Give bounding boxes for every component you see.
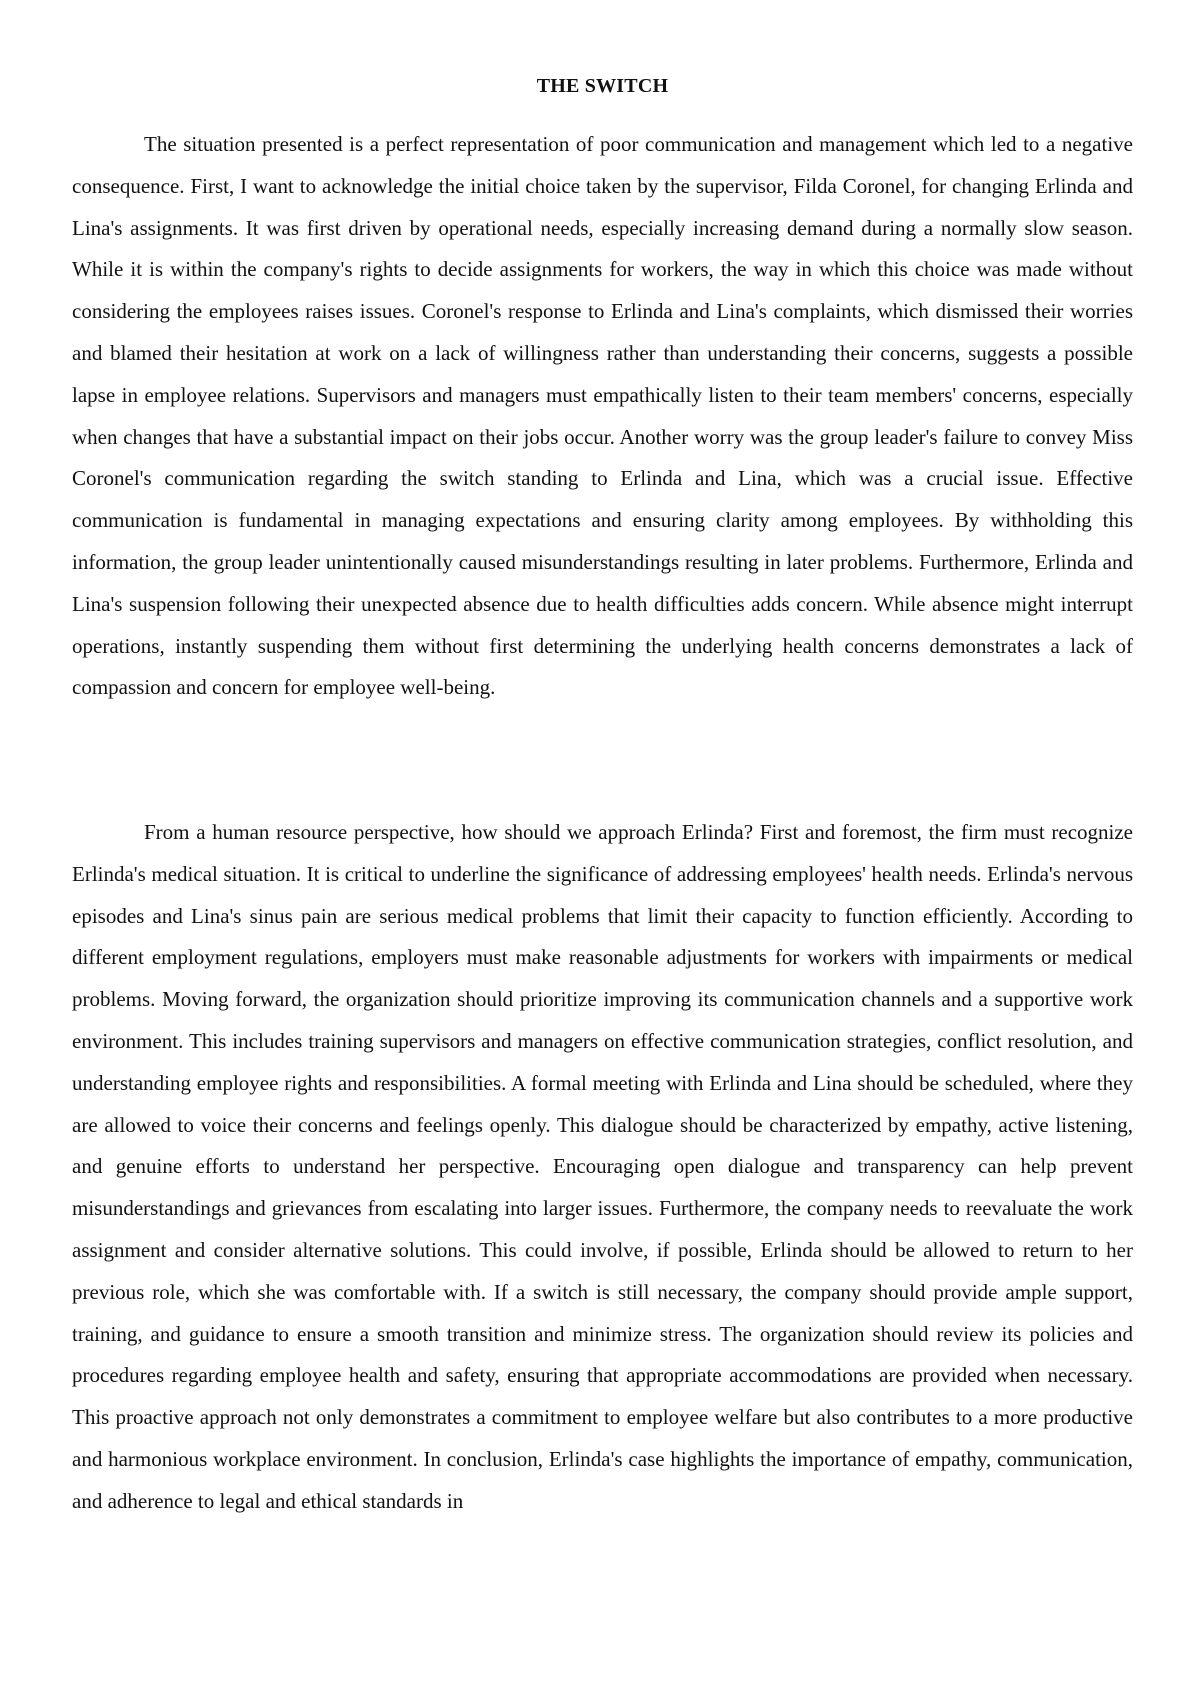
- document-title: THE SWITCH: [536, 75, 669, 97]
- body-paragraph-1: The situation presented is a perfect representation of poor communication and management which led to a negative consequence. First, I want to acknowledge the initial choice taken by the supervisor, Filda Coronel, for changing Erlinda and Lina's assignments. It was first driven by operational needs, especially increasing demand during a normally slow season. While it is within the company's rights to decide assignments for workers, the way in which this choice was made without considering the employees raises issues. Coronel's response to Erlinda and Lina's complaints, which dismissed their worries and blamed their hesitation at work on a lack of willingness rather than understanding their concerns, suggests a possible lapse in employee relations. Supervisors and managers must empathically listen to their team members' concerns, especially when changes that have a substantial impact on their jobs occur. Another worry was the group leader's failure to convey Miss Coronel's communication regarding the switch standing to Erlinda and Lina, which was a crucial issue. Effective communication is fundamental in managing expectations and ensuring clarity among employees. By withholding this information, the group leader unintentionally caused misunderstandings resulting in later problems. Furthermore, Erlinda and Lina's suspension following their unexpected absence due to health difficulties adds concern. While absence might interrupt operations, instantly suspending them without first determining the underlying health concerns demonstrates a lack of compassion and concern for employee well-being.: [72, 132, 1133, 700]
- document-page: [72, 0, 1133, 1696]
- body-paragraph-2: From a human resource perspective, how should we approach Erlinda? First and foremost, the firm must recognize Erlinda's medical situation. It is critical to underline the significance of addressing employees' health needs. Erlinda's nervous episodes and Lina's sinus pain are serious medical problems that limit their capacity to function efficiently. According to different employment regulations, employers must make reasonable adjustments for workers with impairments or medical problems. Moving forward, the organization should prioritize improving its communication channels and a supportive work environment. This includes training supervisors and managers on effective communication strategies, conflict resolution, and understanding employee rights and responsibilities. A formal meeting with Erlinda and Lina should be scheduled, where they are allowed to voice their concerns and feelings openly. This dialogue should be characterized by empathy, active listening, and genuine efforts to understand her perspective. Encouraging open dialogue and transparency can help prevent misunderstandings and grievances from escalating into larger issues. Furthermore, the company needs to reevaluate the work assignment and consider alternative solutions. This could involve, if possible, Erlinda should be allowed to return to her previous role, which she was comfortable with. If a switch is still necessary, the company should provide ample support, training, and guidance to ensure a smooth transition and minimize stress. The organization should review its policies and procedures regarding employee health and safety, ensuring that appropriate accommodations are provided when necessary. This proactive approach not only demonstrates a commitment to employee welfare but also contributes to a more productive and harmonious workplace environment. In conclusion, Erlinda's case highlights the importance of empathy, communication, and adherence to legal and ethical standards in: [72, 820, 1133, 1513]
